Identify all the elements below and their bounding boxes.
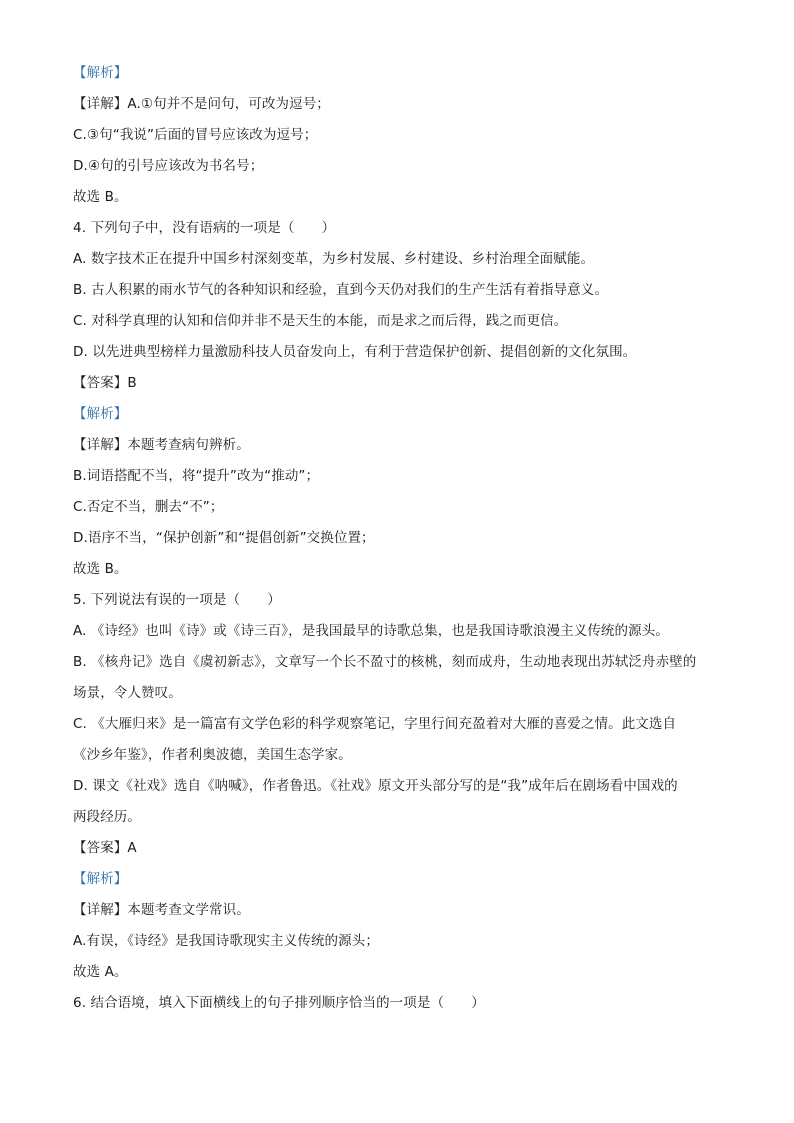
text-line: A. 《诗经》也叫《诗》或《诗三百》，是我国最早的诗歌总集，也是我国诗歌浪漫主义传统的源头。 [73, 623, 669, 639]
text-line: 4. 下列句子中，没有语病的一项是（ ） [73, 220, 336, 236]
line-text: A [127, 840, 137, 856]
text-line: D. 以先进典型榜样力量激励科技人员奋发向上，有利于营造保护创新、提倡创新的文化氛围。 [73, 344, 637, 360]
document-page [73, 58, 733, 1019]
inline-tag: 【详解】 [73, 437, 128, 453]
section-tag: 【解析】 [73, 406, 128, 422]
text-line: C. 《大雁归来》是一篇富有文学色彩的科学观察笔记，字里行间充盈着对大雁的喜爱之情。此文选自 [73, 716, 677, 732]
text-line: D. 课文《社戏》选自《呐喊》，作者鲁迅。《社戏》原文开头部分写的是“我”成年后在剧场看中国戏的 [73, 778, 678, 794]
text-line [73, 399, 733, 430]
text-line [73, 368, 733, 399]
line-text: 本题考查文学常识。 [127, 902, 250, 918]
inline-tag: 【详解】 [73, 96, 128, 112]
text-line: 《沙乡年鉴》，作者利奥波德，美国生态学家。 [73, 747, 352, 763]
section-tag: 【解析】 [73, 871, 128, 887]
text-line [73, 833, 733, 864]
text-line [73, 864, 733, 895]
text-line: D.语序不当，“保护创新”和“提倡创新”交换位置； [73, 530, 375, 546]
text-line: 故选 B。 [73, 561, 128, 577]
text-line: A. 数字技术正在提升中国乡村深刻变革，为乡村发展、乡村建设、乡村治理全面赋能。 [73, 251, 595, 267]
text-line: 故选 A。 [73, 964, 128, 980]
line-text: B [127, 375, 137, 391]
text-line: C.③句“我说”后面的冒号应该改为逗号； [73, 127, 318, 143]
inline-tag: 【详解】 [73, 902, 128, 918]
text-line: D.④句的引号应该改为书名号； [73, 158, 264, 174]
text-line [73, 430, 733, 461]
text-line: A.有误，《诗经》是我国诗歌现实主义传统的源头； [73, 933, 379, 949]
text-line: B. 《核舟记》选自《虞初新志》，文章写一个长不盈寸的核桃，刻而成舟，生动地表现出苏轼泛舟赤壁的 [73, 654, 697, 670]
text-line: 5. 下列说法有误的一项是（ ） [73, 592, 281, 608]
text-line: 场景，令人赞叹。 [73, 685, 182, 701]
text-line [73, 89, 733, 120]
text-line: B.词语搭配不当，将“提升”改为“推动”； [73, 468, 320, 484]
text-line: 6. 结合语境，填入下面横线上的句子排列顺序恰当的一项是（ ） [73, 995, 485, 1011]
line-text: 本题考查病句辨析。 [127, 437, 250, 453]
text-line [73, 58, 733, 89]
text-line: C.否定不当，删去“不”； [73, 499, 224, 515]
text-line: 故选 B。 [73, 189, 128, 205]
inline-tag: 【答案】 [73, 840, 128, 856]
inline-tag: 【答案】 [73, 375, 128, 391]
line-text: A.①句并不是问句，可改为逗号； [127, 96, 330, 112]
section-tag: 【解析】 [73, 65, 128, 81]
text-line: C. 对科学真理的认知和信仰并非不是天生的本能，而是求之而后得，践之而更信。 [73, 313, 568, 329]
text-line: B. 古人积累的雨水节气的各种知识和经验，直到今天仍对我们的生产生活有着指导意义。 [73, 282, 608, 298]
text-line [73, 895, 733, 926]
text-line: 两段经历。 [73, 809, 141, 825]
